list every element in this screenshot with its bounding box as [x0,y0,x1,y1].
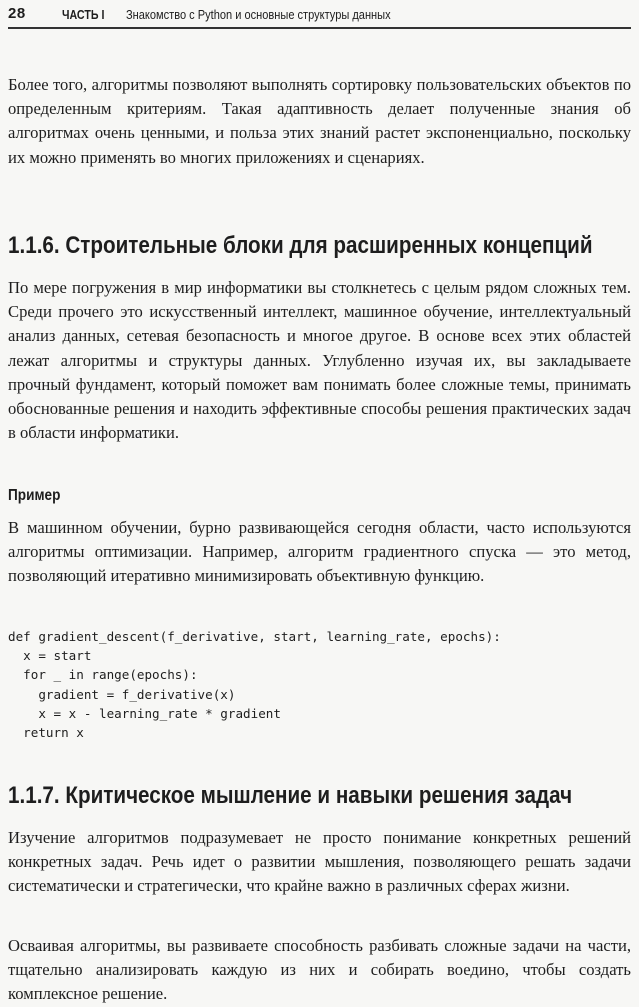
example-paragraph-block [8,516,631,589]
running-head [8,5,631,29]
section-117-heading-block [8,781,631,811]
section-116-paragraph-block [8,276,631,445]
part-label: ЧАСТЬ I [62,7,105,22]
page-number: 28 [8,5,26,22]
intro-paragraph-block [8,73,631,170]
section-heading-1-1-6: 1.1.6. Строительные блоки для расширенных концепций [8,232,593,259]
section-117-paragraph-1: Изучение алгоритмов подразумевает не просто понимание конкретных решений конкретных задач. Речь идет о развитии мышления, позволяющего решать задачи систематически и стратегически, что крайне важно в различных сферах жизни. [8,828,631,896]
intro-paragraph: Более того, алгоритмы позволяют выполнять сортировку пользовательских объектов по определенным критериям. Такая адаптивность делает полученные знания об алгоритмах очень ценными, и польза этих знаний растет экспоненциально, поскольку их можно применять во многих приложениях и сценариях. [8,75,631,167]
example-heading: Пример [8,487,61,504]
section-116-paragraph: По мере погружения в мир информатики вы столкнетесь с целым рядом сложных тем. Среди прочего это искусственный интеллект, машинное обучение, интеллектуальный анализ данных, сетевая безопасность и многое другое. В основе всех этих областей лежат алгоритмы и структуры данных. Углубленно изучая их, вы закладываете прочный фундамент, который поможет вам понимать более сложные темы, принимать обоснованные решения и находить эффективные способы решения практических задач в области информатики. [8,278,631,443]
section-117-paragraph-1-block [8,826,631,899]
example-paragraph: В машинном обучении, бурно развивающейся сегодня области, часто используются алгоритмы оптимизации. Например, алгоритм градиентного спуска — это метод, позволяющий итеративно минимизировать объективную функцию. [8,518,631,586]
example-heading-block [8,485,631,507]
code-listing: def gradient_descent(f_derivative, start, learning_rate, epochs): x = start for _ in range(epochs): gradient = f_derivative(x) x = x - learning_rate * gradient return x [8,629,501,741]
section-117-paragraph-2-block [8,934,631,1007]
section-heading-1-1-7: 1.1.7. Критическое мышление и навыки решения задач [8,782,573,809]
section-117-paragraph-2: Осваивая алгоритмы, вы развиваете способность разбивать сложные задачи на части, тщательно анализировать каждую из них и собирать воедино, чтобы создать комплексное решение. [8,936,631,1004]
code-block [8,627,631,742]
section-116-heading-block [8,231,631,261]
part-title: Знакомство с Python и основные структуры данных [126,7,391,22]
